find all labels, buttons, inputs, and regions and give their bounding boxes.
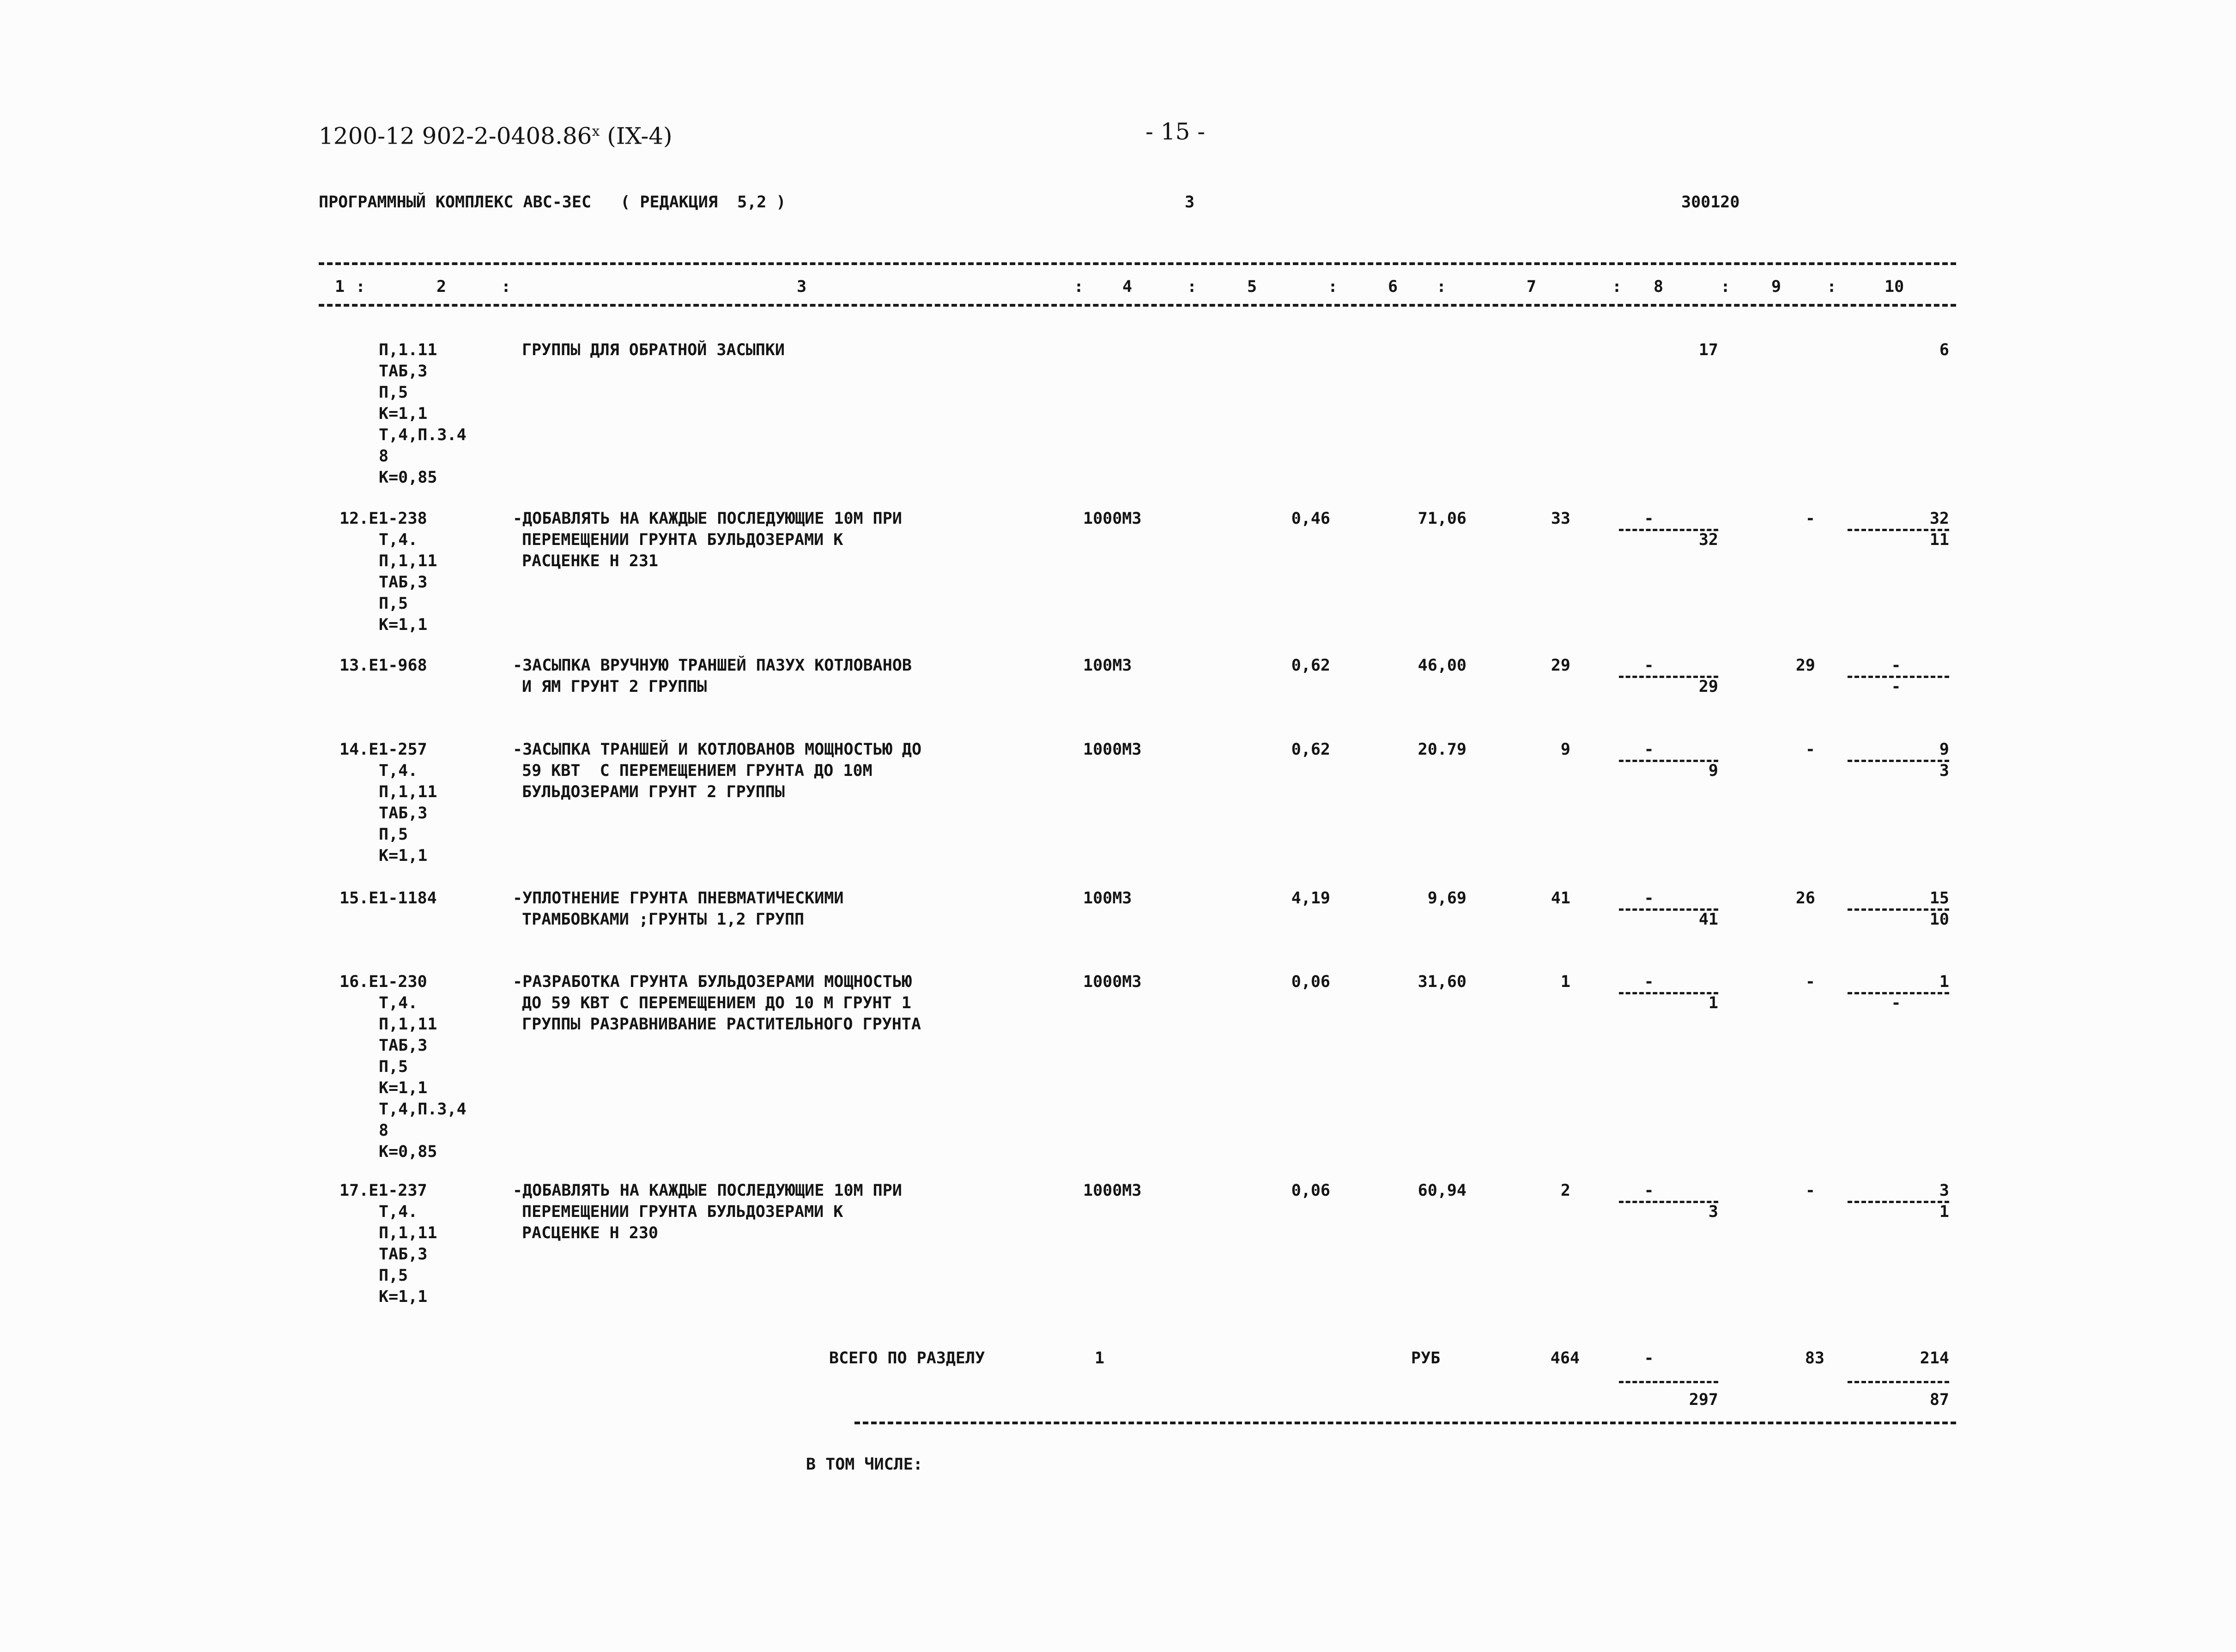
row-col8-top: - xyxy=(1644,1181,1654,1200)
row-unit: 1000М3 xyxy=(1083,509,1142,528)
row-description-line: И ЯМ ГРУНТ 2 ГРУППЫ xyxy=(522,678,707,696)
row-col10-bottom: 1 xyxy=(1939,1203,1949,1221)
totals-col8-divider xyxy=(1619,1381,1718,1383)
row-description-line: ПЕРЕМЕЩЕНИИ ГРУНТА БУЛЬДОЗЕРАМИ К xyxy=(522,531,843,549)
row-quantity: 0,62 xyxy=(1291,740,1330,759)
row-description-line: -ДОБАВЛЯТЬ НА КАЖДЫЕ ПОСЛЕДУЮЩИЕ 10М ПРИ xyxy=(513,509,902,528)
row-quantity: 0,06 xyxy=(1291,973,1330,991)
column-header-15: : xyxy=(1721,278,1731,296)
row-description-line: -РАЗРАБОТКА ГРУНТА БУЛЬДОЗЕРАМИ МОЩНОСТЬЮ xyxy=(513,973,912,991)
row-col9: - xyxy=(1805,740,1815,759)
row-unit-price: 9,69 xyxy=(1427,889,1466,908)
row-ref-line: К=1,1 xyxy=(379,847,428,865)
row-description-line: ДО 59 КВТ С ПЕРЕМЕЩЕНИЕМ ДО 10 М ГРУНТ 1 xyxy=(522,994,911,1012)
row-ref-line: Т,4. xyxy=(379,1203,418,1221)
row-ref-line: П,5 xyxy=(379,825,408,844)
row-description-line: -УПЛОТНЕНИЕ ГРУНТА ПНЕВМАТИЧЕСКИМИ xyxy=(513,889,844,908)
row-col10-bottom: - xyxy=(1891,994,1901,1012)
totals-col10-top: 214 xyxy=(1920,1349,1949,1368)
sheet-number: 3 xyxy=(1185,193,1195,212)
row-ref-line: 17.Е1-237 xyxy=(339,1181,427,1200)
row-ref-line: К=1,1 xyxy=(379,1079,428,1097)
row-quantity: 0,06 xyxy=(1291,1181,1330,1200)
row-ref-line: П,5 xyxy=(379,1266,408,1285)
row-description-line: БУЛЬДОЗЕРАМИ ГРУНТ 2 ГРУППЫ xyxy=(522,783,785,801)
row-ref-line: Т,4,П.3,4 xyxy=(379,1100,467,1119)
row-unit: 100М3 xyxy=(1083,889,1132,908)
column-header-18: 10 xyxy=(1885,278,1904,296)
column-header-12: 7 xyxy=(1527,278,1537,296)
header-bottom-rule xyxy=(319,304,1956,307)
row-ref-line: К=1,1 xyxy=(379,405,428,423)
row-description-line: ГРУППЫ ДЛЯ ОБРАТНОЙ ЗАСЫПКИ xyxy=(522,341,785,359)
row-ref-line: 15.Е1-1184 xyxy=(339,889,437,908)
row-description-line: 59 КВТ С ПЕРЕМЕЩЕНИЕМ ГРУНТА ДО 10М xyxy=(522,762,873,780)
column-header-8: 5 xyxy=(1247,278,1257,296)
row-unit: 1000М3 xyxy=(1083,1181,1142,1200)
row-col8-bottom: 32 xyxy=(1698,531,1718,549)
totals-currency: РУБ xyxy=(1411,1349,1441,1368)
row-ref-line: П,5 xyxy=(379,594,408,613)
row-col7: 9 xyxy=(1560,740,1570,759)
row-col10-top: 32 xyxy=(1929,509,1949,528)
totals-col10-divider xyxy=(1848,1381,1949,1383)
totals-col10-bottom: 87 xyxy=(1929,1391,1949,1409)
row-ref-line: П,1,11 xyxy=(379,1224,437,1242)
row-col10-top: - xyxy=(1891,656,1901,675)
header-top-rule xyxy=(319,262,1956,265)
column-header-13: : xyxy=(1612,278,1622,296)
column-header-4: 3 xyxy=(797,278,807,296)
row-ref-line: К=1,1 xyxy=(379,1288,428,1306)
totals-col9: 83 xyxy=(1805,1349,1824,1368)
row-unit: 1000М3 xyxy=(1083,973,1142,991)
row-col9: - xyxy=(1805,973,1815,991)
column-header-14: 8 xyxy=(1654,278,1664,296)
row-ref-line: ТАБ,3 xyxy=(379,362,428,381)
row-col9: - xyxy=(1805,1181,1815,1200)
row-description-line: -ЗАСЫПКА ВРУЧНУЮ ТРАНШЕЙ ПАЗУХ КОТЛОВАНОВ xyxy=(513,656,912,675)
row-col10-bottom: - xyxy=(1891,678,1901,696)
row-unit: 1000М3 xyxy=(1083,740,1142,759)
row-col9: - xyxy=(1805,509,1815,528)
row-ref-line: 16.Е1-230 xyxy=(339,973,427,991)
totals-label: ВСЕГО ПО РАЗДЕЛУ xyxy=(829,1349,985,1368)
totals-section: 1 xyxy=(1095,1349,1105,1368)
column-header-16: 9 xyxy=(1771,278,1782,296)
row-col9: 26 xyxy=(1795,889,1815,908)
row-col10-bottom: 10 xyxy=(1929,910,1949,929)
row-unit-price: 71,06 xyxy=(1418,509,1466,528)
column-header-5: : xyxy=(1074,278,1084,296)
row-col7: 41 xyxy=(1551,889,1570,908)
row-col8: 17 xyxy=(1698,341,1718,359)
column-header-11: : xyxy=(1436,278,1447,296)
row-ref-line: К=0,85 xyxy=(379,468,437,487)
row-description-line: РАСЦЕНКЕ Н 230 xyxy=(522,1224,659,1242)
row-ref-line: П,5 xyxy=(379,1058,408,1076)
row-description-line: ПЕРЕМЕЩЕНИИ ГРУНТА БУЛЬДОЗЕРАМИ К xyxy=(522,1203,843,1221)
doc-code: 1200-12 902-2-0408.86$^x$ (IX-4) xyxy=(319,122,673,150)
totals-col8-top: - xyxy=(1644,1349,1654,1368)
row-col7: 29 xyxy=(1551,656,1570,675)
row-ref-line: П,1,11 xyxy=(379,783,437,801)
row-col10: 6 xyxy=(1939,341,1949,359)
program-line: ПРОГРАММНЫЙ КОМПЛЕКС АВС-3ЕС ( РЕДАКЦИЯ 5,2 ) xyxy=(319,193,786,212)
row-ref-line: 13.Е1-968 xyxy=(339,656,427,675)
including-label: В ТОМ ЧИСЛЕ: xyxy=(806,1455,923,1474)
row-ref-line: К=1,1 xyxy=(379,616,428,634)
row-col8-top: - xyxy=(1644,740,1654,759)
row-col8-bottom: 9 xyxy=(1708,762,1718,780)
row-unit-price: 20.79 xyxy=(1418,740,1466,759)
column-header-17: : xyxy=(1827,278,1837,296)
row-col7: 1 xyxy=(1560,973,1570,991)
column-header-7: : xyxy=(1187,278,1197,296)
row-quantity: 0,46 xyxy=(1291,509,1330,528)
totals-bottom-rule xyxy=(854,1422,1956,1424)
row-col8-top: - xyxy=(1644,889,1654,908)
row-ref-line: П,1,11 xyxy=(379,552,437,570)
row-unit-price: 46,00 xyxy=(1418,656,1466,675)
row-ref-line: 14.Е1-257 xyxy=(339,740,427,759)
row-ref-line: ТАБ,3 xyxy=(379,1245,428,1264)
row-col8-bottom: 1 xyxy=(1708,994,1718,1012)
row-col8-top: - xyxy=(1644,509,1654,528)
row-unit: 100М3 xyxy=(1083,656,1132,675)
row-ref-line: Т,4. xyxy=(379,994,418,1012)
row-col10-bottom: 3 xyxy=(1939,762,1949,780)
row-description-line: ГРУППЫ РАЗРАВНИВАНИЕ РАСТИТЕЛЬНОГО ГРУНТА xyxy=(522,1015,921,1034)
row-col7: 33 xyxy=(1551,509,1570,528)
column-header-3: : xyxy=(501,278,511,296)
row-description-line: -ЗАСЫПКА ТРАНШЕЙ И КОТЛОВАНОВ МОЩНОСТЬЮ ДО xyxy=(513,740,922,759)
column-header-9: : xyxy=(1328,278,1338,296)
row-col8-top: - xyxy=(1644,973,1654,991)
row-ref-line: 8 xyxy=(379,447,389,466)
row-description-line: -ДОБАВЛЯТЬ НА КАЖДЫЕ ПОСЛЕДУЮЩИЕ 10М ПРИ xyxy=(513,1181,902,1200)
row-quantity: 4,19 xyxy=(1291,889,1330,908)
row-ref-line: ТАБ,3 xyxy=(379,804,428,823)
row-col8-bottom: 29 xyxy=(1698,678,1718,696)
column-header-6: 4 xyxy=(1122,278,1133,296)
row-col10-top: 3 xyxy=(1939,1181,1949,1200)
row-col10-top: 15 xyxy=(1929,889,1949,908)
row-ref-line: Т,4. xyxy=(379,762,418,780)
row-ref-line: Т,4. xyxy=(379,531,418,549)
row-ref-line: П,1,11 xyxy=(379,1015,437,1034)
row-col8-bottom: 3 xyxy=(1708,1203,1718,1221)
row-ref-line: ТАБ,3 xyxy=(379,1036,428,1055)
row-ref-line: Т,4,П.3.4 xyxy=(379,426,467,444)
row-ref-line: П,5 xyxy=(379,383,408,402)
totals-col7: 464 xyxy=(1550,1349,1580,1368)
row-col7: 2 xyxy=(1560,1181,1570,1200)
row-description-line: ТРАМБОВКАМИ ;ГРУНТЫ 1,2 ГРУПП xyxy=(522,910,805,929)
row-ref-line: 12.Е1-238 xyxy=(339,509,427,528)
row-col9: 29 xyxy=(1795,656,1815,675)
row-col10-bottom: 11 xyxy=(1929,531,1949,549)
row-ref-line: П,1.11 xyxy=(379,341,437,359)
row-unit-price: 31,60 xyxy=(1418,973,1466,991)
doc-code-number: 300120 xyxy=(1681,193,1740,212)
row-description-line: РАСЦЕНКЕ Н 231 xyxy=(522,552,659,570)
row-ref-line: ТАБ,3 xyxy=(379,573,428,592)
column-header-2: 2 xyxy=(436,278,447,296)
column-header-0: 1 xyxy=(335,278,345,296)
row-col10-top: 9 xyxy=(1939,740,1949,759)
row-quantity: 0,62 xyxy=(1291,656,1330,675)
row-unit-price: 60,94 xyxy=(1418,1181,1466,1200)
column-header-1: : xyxy=(356,278,366,296)
row-col8-bottom: 41 xyxy=(1698,910,1718,929)
column-header-10: 6 xyxy=(1388,278,1398,296)
row-col10-top: 1 xyxy=(1939,973,1949,991)
row-col8-top: - xyxy=(1644,656,1654,675)
row-ref-line: К=0,85 xyxy=(379,1143,437,1161)
page-number: - 15 - xyxy=(1145,118,1206,145)
row-ref-line: 8 xyxy=(379,1121,389,1140)
totals-col8-bottom: 297 xyxy=(1689,1391,1718,1409)
